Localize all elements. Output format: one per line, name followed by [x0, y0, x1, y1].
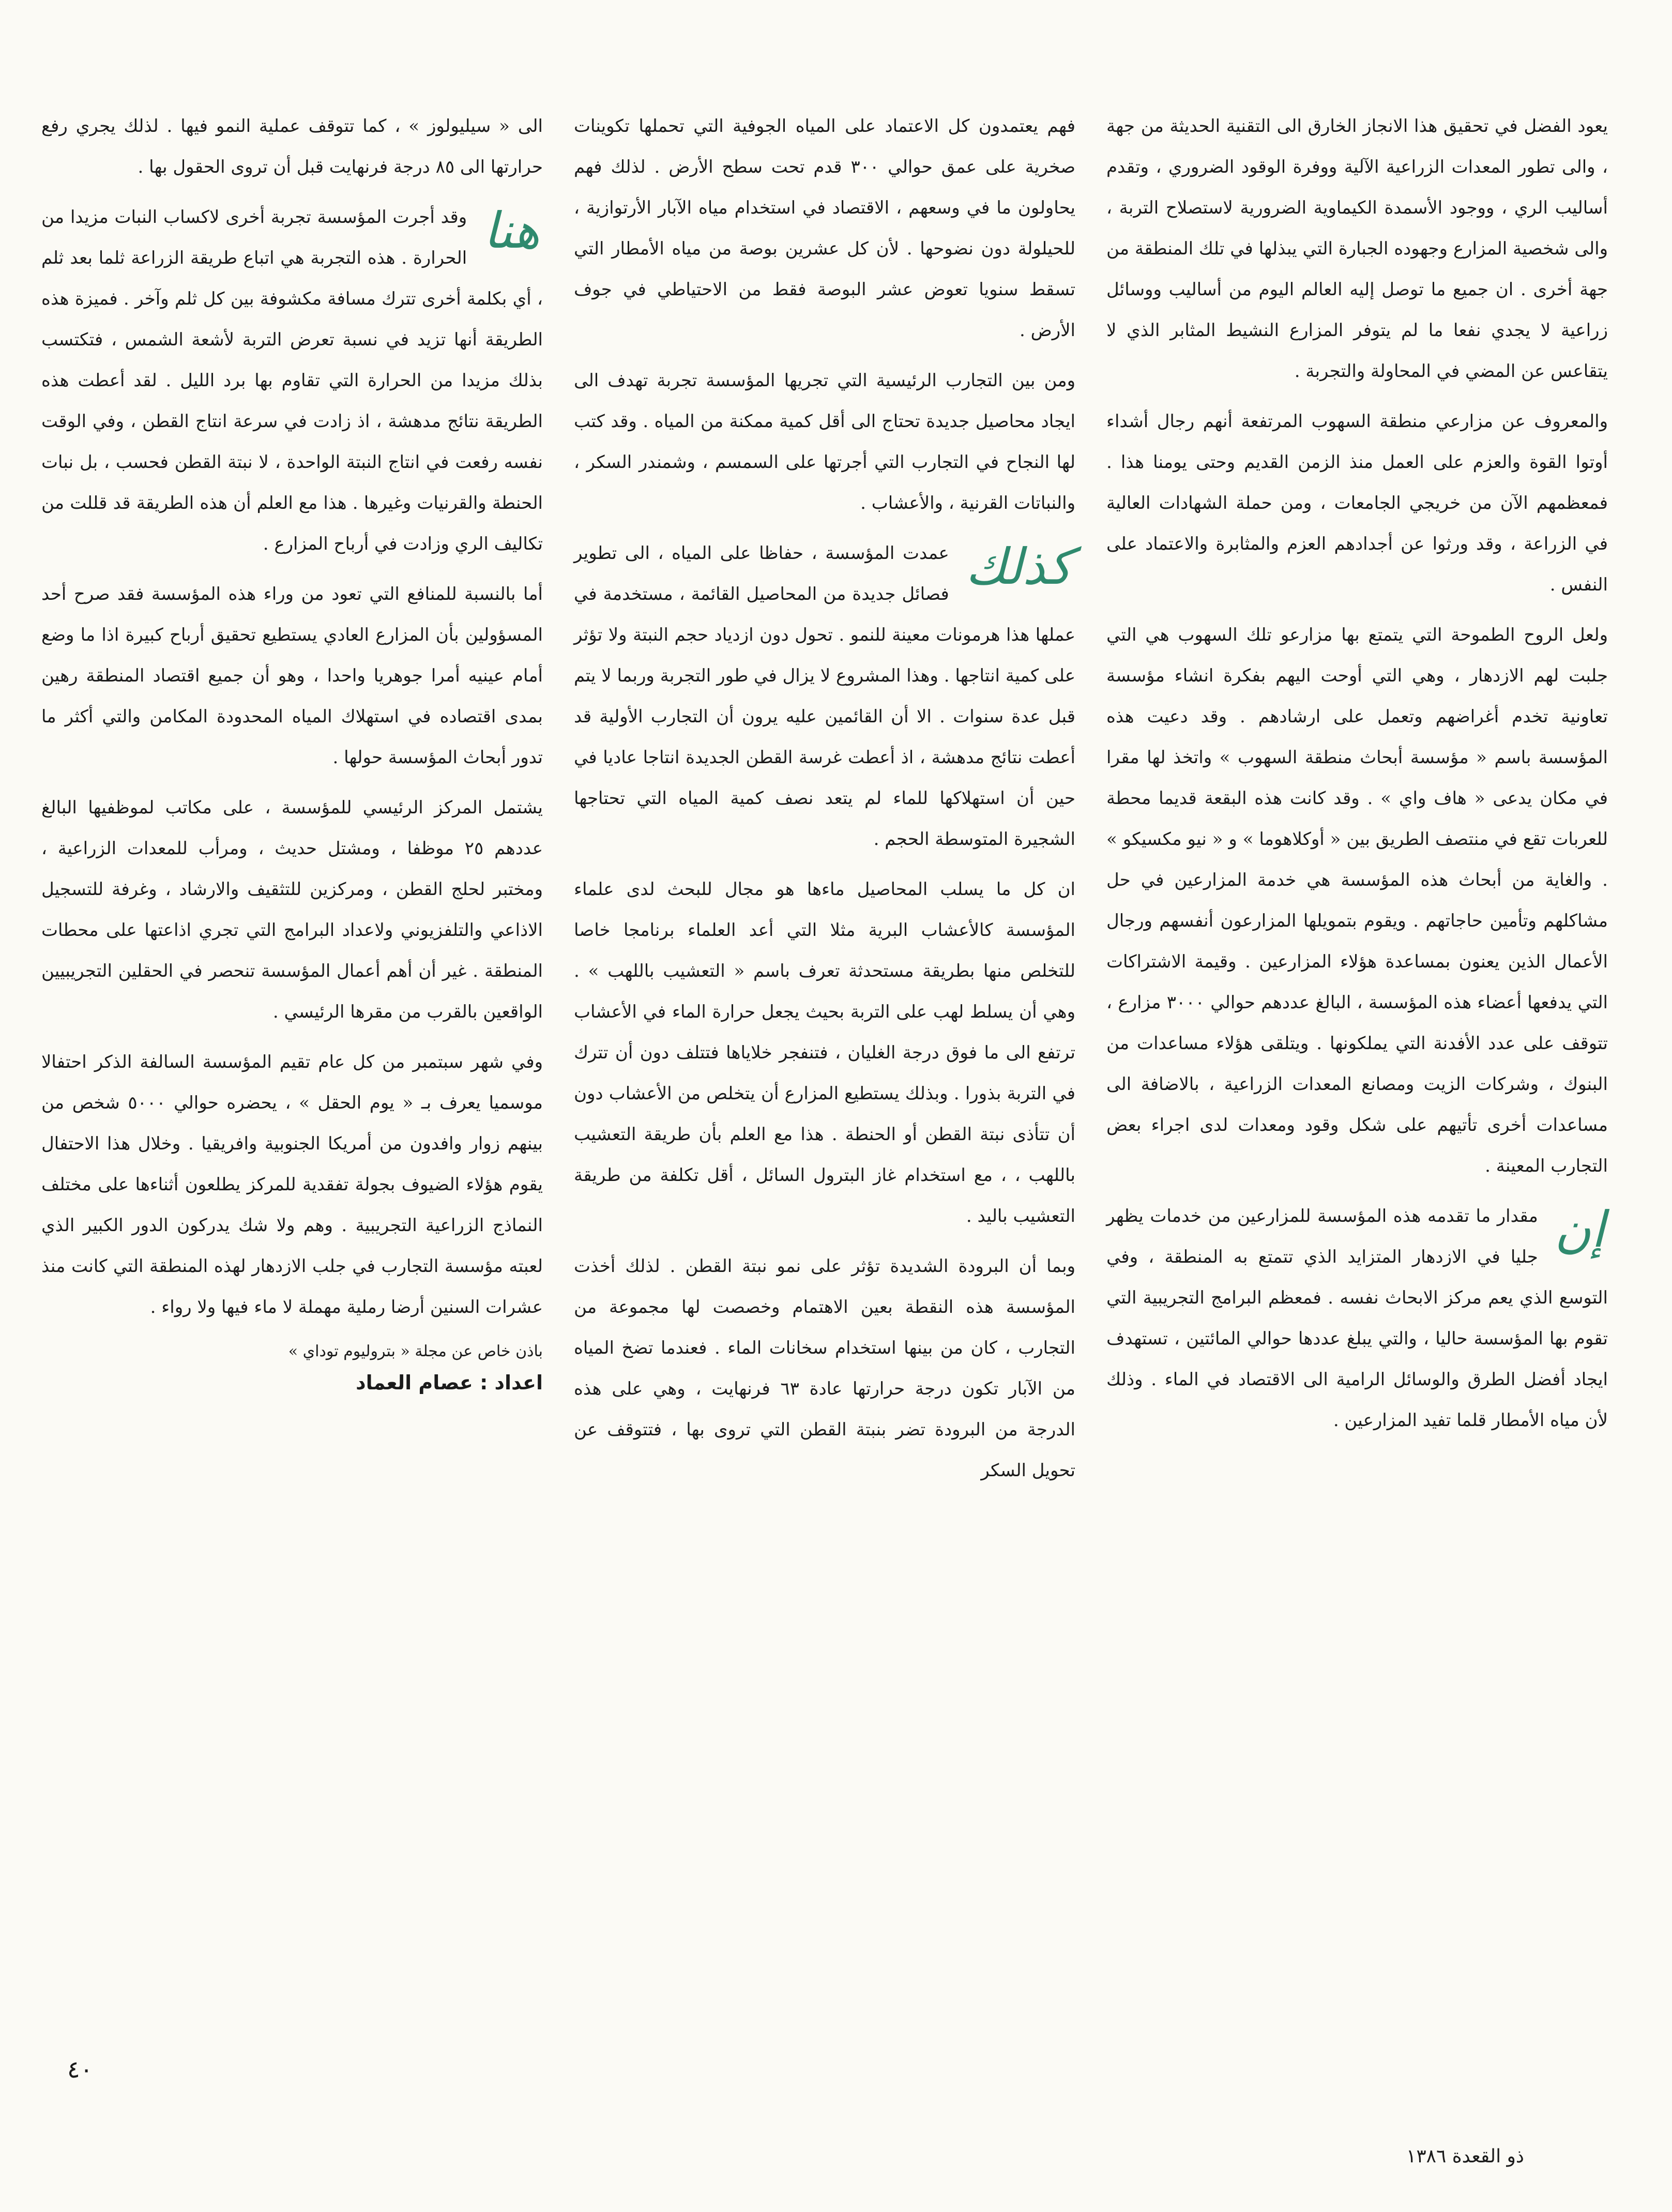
paragraph: ان كل ما يسلب المحاصيل ماءها هو مجال للبحث لدى علماء المؤسسة كالأعشاب البرية مثلا التي أعد العلماء برنامجا خاصا للتخلص منها بطريقة مستحدثة تعرف باسم « التعشيب باللهب » . وهي أن يسلط لهب على التربة بحيث يجعل حرارة الماء في الأعشاب ترتفع الى ما فوق درجة الغليان ، فتنفجر خلاياها فتتلف دون أن تترك في التربة بذورا . وبذلك يستطيع المزارع أن يتخلص من الأعشاب دون أن تتأذى نبتة القطن أو الحنطة . هذا مع العلم بأن طريقة التعشيب باللهب ، ، مع استخدام غاز البترول السائل ، أقل تكلفة من طريقة التعشيب باليد .: [574, 879, 1075, 1226]
paragraph: الى « سيليولوز » ، كما تتوقف عملية النمو فيها . لذلك يجري رفع حرارتها الى ٨٥ درجة فرنهايت قبل أن تروى الحقول بها .: [41, 116, 543, 177]
paragraph-with-drop-word: [41, 197, 543, 565]
paragraph: فهم يعتمدون كل الاعتماد على المياه الجوفية التي تحملها تكوينات صخرية على عمق حوالي ٣٠٠ قدم تحت سطح الأرض . لذلك فهم يحاولون ما في وسعهم ، الاقتصاد في استخدام مياه الآبار الأرتوازية ، للحيلولة دون نضوحها . لأن كل عشرين بوصة من مياه الأمطار التي تسقط سنويا تعوض عشر البوصة فقط من الاحتياطي في جوف الأرض .: [574, 116, 1076, 341]
article-column-1: [1106, 106, 1608, 1450]
decorative-initial-word: هنا: [483, 202, 540, 260]
decorative-initial-word: إن: [1554, 1201, 1605, 1259]
paragraph: يشتمل المركز الرئيسي للمؤسسة ، على مكاتب لموظفيها البالغ عددهم ٢٥ موظفا ، ومشتل حديث ، ومرأب للمعدات الزراعية ، ومختبر لحلج القطن ، ومركزين للتثقيف والارشاد ، وغرفة للتسجيل الاذاعي والتلفزيوني ولاعداد البرامج التي تجري اذاعتها على محطات المنطقة . غير أن أهم أعمال المؤسسة تنحصر في الحقلين التجريبيين الواقعين بالقرب من مقرها الرئيسي .: [41, 797, 543, 1022]
decorative-initial-word: كذلك: [965, 538, 1072, 596]
paragraph-text: لاكساب النبات مزيدا من الحرارة . هذه التجربة هي اتباع طريقة الزراعة ثلما بعد ثلم ، أي بكلمة أخرى تترك مسافة مكشوفة بين كل ثلم وآخر . فميزة هذه الطريقة أنها تزيد في نسبة تعرض التربة لأشعة الشمس ، فتكتسب بذلك مزيدا من الحرارة التي تقاوم بها برد الليل . لقد أعطت هذه الطريقة نتائج مدهشة ، اذ زادت في سرعة انتاج القطن ، وفي الوقت نفسه رفعت في انتاج النبتة الواحدة ، لا نبتة القطن فحسب ، بل نبات الحنطة والقرنيات وغيرها . هذا مع العلم أن هذه الطريقة قد قللت من تكاليف الري وزادت في أرباح المزارع .: [41, 207, 543, 554]
article-column-3: [41, 106, 543, 1399]
paragraph-text: عمدت المؤسسة ، حفاظا على المياه ، الى تطوير فصائل جديدة من المحاصيل القائمة ، مستخدمة في عملها هذا هرمونات معينة للنمو . تحول دون ازدياد حجم النبتة ولا تؤثر على كمية انتاجها . وهذا المشروع لا يزال في طور التجربة وربما لا يتم قبل عدة سنوات . الا أن القائمين عليه يرون أن التجارب الأولية قد أعطت نتائج مدهشة ، اذ أعطت غرسة القطن الجديدة انتاجا عاديا في حين أن استهلاكها للماء لم يتعد نصف كمية المياه التي تحتاجها الشجيرة المتوسطة الحجم .: [574, 543, 1075, 850]
paragraph: والمعروف عن مزارعي منطقة السهوب المرتفعة أنهم رجال أشداء أوتوا القوة والعزم على العمل منذ الزمن القديم وحتى يومنا هذا . فمعظمهم الآن من خريجي الجامعات ، ومن حملة الشهادات العالية في الزراعة ، وقد ورثوا عن أجدادهم العزم والمثابرة والاعتماد على النفس .: [1106, 411, 1608, 595]
paragraph: وفي شهر سبتمبر من كل عام تقيم المؤسسة السالفة الذكر احتفالا موسميا يعرف بـ « يوم الحقل » ، يحضره حوالي ٥٠٠٠ شخص من بينهم زوار وافدون من أمريكا الجنوبية وافريقيا . وخلال هذا الاحتفال يقوم هؤلاء الضيوف بجولة تفقدية للمركز يطلعون أثناءها على مختلف النماذج الزراعية التجريبية . وهم ولا شك يدركون الدور الكبير الذي لعبته مؤسسة التجارب في جلب الازدهار لهذه المنطقة التي كانت منذ عشرات السنين أرضا رملية مهملة لا ماء فيها ولا رواء .: [41, 1052, 543, 1317]
paragraph-text: مقدار ما تقدمه هذه المؤسسة للمزارعين من خدمات يظهر جليا في الازدهار المتزايد الذي تتمتع به المنطقة ، وفي التوسع الذي يعم مركز الابحاث نفسه . فمعظم البرامج التجريبية التي تقوم بها المؤسسة حاليا ، والتي يبلغ عددها حوالي المائتين ، تستهدف ايجاد أفضل الطرق والوسائل الرامية الى الاقتصاد في الماء . وذلك لأن مياه الأمطار قلما تفيد المزارعين .: [1106, 1206, 1608, 1431]
paragraph-with-drop-word: [574, 533, 1075, 860]
paragraph-with-drop-word: [1106, 1196, 1608, 1441]
paragraph-text: وقد أجرت المؤسسة تجربة أخرى: [225, 207, 467, 228]
article-column-2: [574, 106, 1075, 1501]
paragraph: أما بالنسبة للمنافع التي تعود من وراء هذه المؤسسة فقد صرح أحد المسؤولين بأن المزارع العادي يستطيع تحقيق أرباح كبيرة اذا ما وضع أمام عينيه أمرا جوهريا واحدا ، وهو أن جميع اقتصاد المنطقة رهين بمدى اقتصاده في استهلاك المياه المحدودة المكامن والتي أكثر ما تدور أبحاث المؤسسة حولها .: [41, 584, 543, 768]
issue-date: ذو القعدة ١٣٨٦: [1406, 2146, 1524, 2167]
paragraph: ولعل الروح الطموحة التي يتمتع بها مزارعو تلك السهوب هي التي جلبت لهم الازدهار ، وهي التي أوحت اليهم بفكرة انشاء مؤسسة تعاونية تخدم أغراضهم وتعمل على ارشادهم . وقد دعيت هذه المؤسسة باسم « مؤسسة أبحاث منطقة السهوب » واتخذ لها مقرا في مكان يدعى « هاف واي » . وقد كانت هذه البقعة قديما محطة للعربات تقع في منتصف الطريق بين « أوكلاهوما » و « نيو مكسيكو » . والغاية من أبحاث هذه المؤسسة هي خدمة المزارعين في حل مشاكلهم وتأمين حاجاتهم . ويقوم بتمويلها المزارعون أنفسهم ورجال الأعمال الذين يعنون بمساعدة هؤلاء المزارعين . وقيمة الاشتراكات التي يدفعها أعضاء هذه المؤسسة ، البالغ عددهم حوالي ٣٠٠٠ مزارع ، تتوقف على عدد الأفدنة التي يملكونها . ويتلقى هؤلاء مساعدات من البنوك ، وشركات الزيت ومصانع المعدات الزراعية ، بالاضافة الى مساعدات أخرى تأتيهم على شكل وقود ومعدات لدى اجراء بعض التجارب المعينة .: [1106, 625, 1608, 1176]
author-credit: اعداد : عصام العماد: [356, 1371, 543, 1394]
page-number: ٤٠: [67, 2055, 93, 2083]
source-credit: باذن خاص عن مجلة « بتروليوم توداي »: [288, 1342, 543, 1360]
paragraph: ومن بين التجارب الرئيسية التي تجريها المؤسسة تجربة تهدف الى ايجاد محاصيل جديدة تحتاج الى أقل كمية ممكنة من المياه . وقد كتب لها النجاح في التجارب التي أجرتها على السمسم ، وشمندر السكر ، والنباتات القرنية ، والأعشاب .: [574, 370, 1075, 513]
paragraph: يعود الفضل في تحقيق هذا الانجاز الخارق الى التقنية الحديثة من جهة ، والى تطور المعدات الزراعية الآلية ووفرة الوقود الضروري ، وتقدم أساليب الري ، ووجود الأسمدة الكيماوية الضرورية لاستصلاح التربة ، والى شخصية المزارع وجهوده الجبارة التي يبذلها في تلك المنطقة من جهة أخرى . ان جميع ما توصل إليه العالم اليوم من أساليب ووسائل زراعية لا يجدي نفعا ما لم يتوفر المزارع النشيط المثابر الذي لا يتقاعس عن المضي في المحاولة والتجربة .: [1106, 116, 1608, 382]
paragraph: وبما أن البرودة الشديدة تؤثر على نمو نبتة القطن . لذلك أخذت المؤسسة هذه النقطة بعين الاهتمام وخصصت لها مجموعة من التجارب ، كان من بينها استخدام سخانات الماء . فعندما تضخ المياه من الآبار تكون درجة حرارتها عادة ٦٣ فرنهايت ، وهي على هذه الدرجة من البرودة تضر بنبتة القطن التي تروى بها ، فتتوقف عن تحويل السكر: [574, 1256, 1075, 1481]
